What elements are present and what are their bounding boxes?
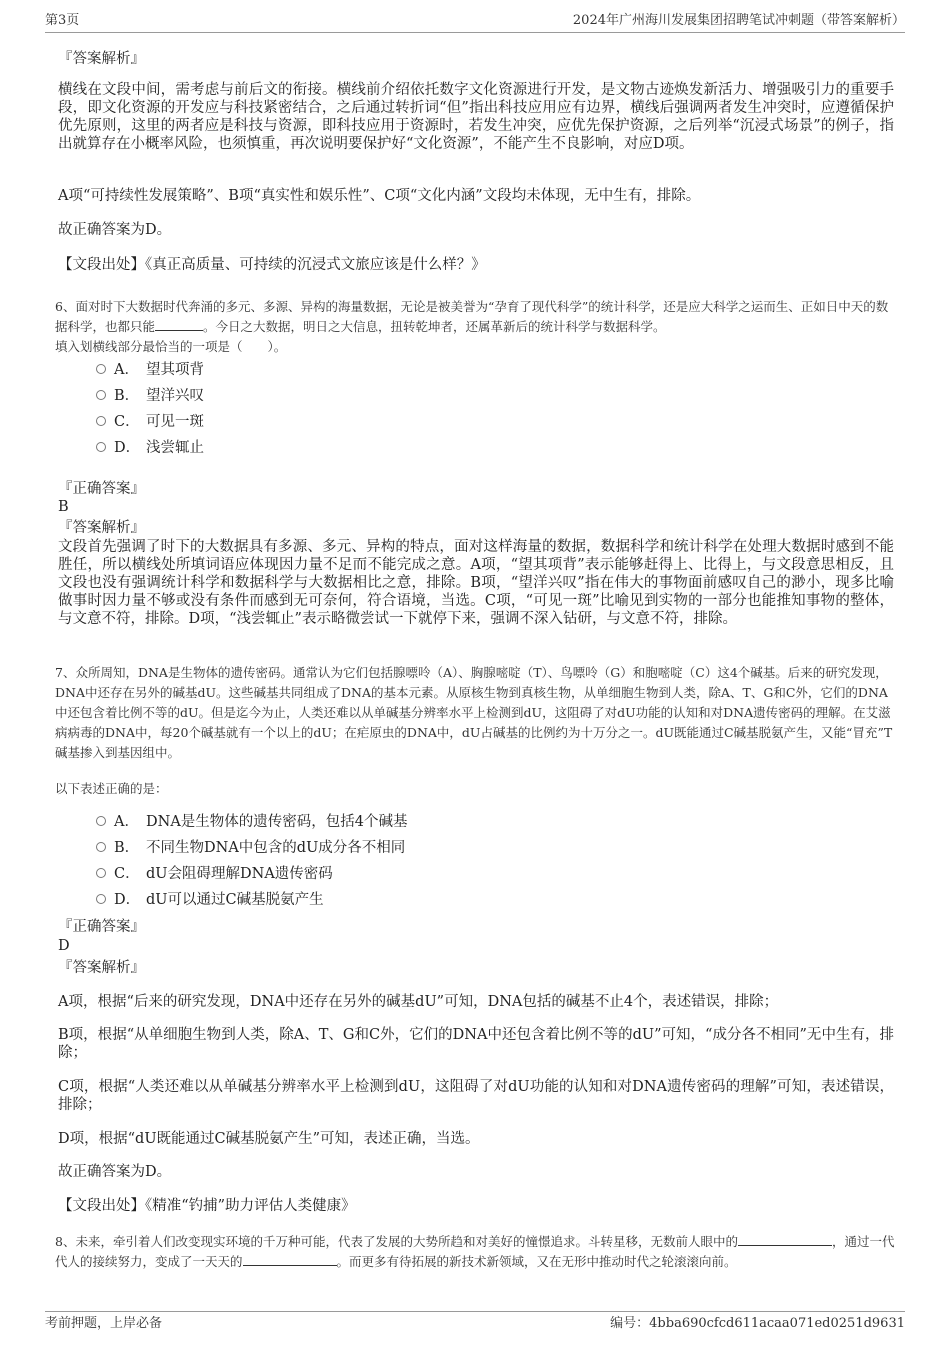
radio-icon[interactable] xyxy=(96,816,106,826)
q7-option-c[interactable]: C． dU会阻碍理解DNA遗传密码 xyxy=(96,865,333,883)
q6-blank xyxy=(155,318,203,331)
q8-stem xyxy=(55,1232,895,1272)
q8-stem-part1: 8、未来，牵引着人们改变现实环境的千万种可能，代表了发展的大势所趋和对美好的憧憬追求。斗转星移，无数前人眼中的 xyxy=(55,1234,738,1249)
q5-conclusion: 故正确答案为D。 xyxy=(58,222,172,238)
radio-icon[interactable] xyxy=(96,416,106,426)
radio-icon[interactable] xyxy=(96,364,106,374)
page-number: 第3页 xyxy=(45,13,80,28)
q8-blank-2 xyxy=(243,1253,337,1266)
q7-analysis-c: C项，根据“人类还难以从单碱基分辨率水平上检测到dU，这阻碍了对dU功能的认知和对DNA遗传密码的理解”可知，表述错误，排除； xyxy=(58,1079,894,1113)
radio-icon[interactable] xyxy=(96,442,106,452)
radio-icon[interactable] xyxy=(96,868,106,878)
q7-option-d[interactable]: D． dU可以通过C碱基脱氨产生 xyxy=(96,891,324,909)
q8-stem-part2: ，通过一代代人的接续努力，变成了一天天的 xyxy=(55,1234,895,1269)
q6-option-a[interactable]: A． 望其项背 xyxy=(96,361,204,379)
q5-source: 【文段出处】《真正高质量、可持续的沉浸式文旅应该是什么样？》 xyxy=(58,257,486,273)
q7-answer: D xyxy=(58,938,70,954)
q8-blank-1 xyxy=(738,1233,832,1246)
q7-analysis-b: B项，根据“从单细胞生物到人类，除A、T、G和C外，它们的DNA中还包含着比例不等的dU”可知，“成分各不相同”无中生有，排除； xyxy=(58,1027,894,1061)
q6-analysis-label: 『答案解析』 xyxy=(58,520,145,536)
q6-prompt: 填入划横线部分最恰当的一项是（ ）。 xyxy=(55,339,287,354)
radio-icon[interactable] xyxy=(96,390,106,400)
q7-analysis-label: 『答案解析』 xyxy=(58,960,145,976)
radio-icon[interactable] xyxy=(96,894,106,904)
page-footer xyxy=(45,1311,905,1334)
q7-source: 【文段出处】《精准“钓捕”助力评估人类健康》 xyxy=(58,1198,356,1214)
q6-option-d[interactable]: D． 浅尝辄止 xyxy=(96,439,204,457)
q7-conclusion: 故正确答案为D。 xyxy=(58,1164,172,1180)
q6-stem xyxy=(55,297,895,337)
q6-option-c[interactable]: C． 可见一斑 xyxy=(96,413,204,431)
q6-answer-label: 『正确答案』 xyxy=(58,481,145,497)
q5-analysis-label: 『答案解析』 xyxy=(58,51,145,67)
q7-answer-label: 『正确答案』 xyxy=(58,919,145,935)
q6-stem-part2: 。今日之大数据，明日之大信息，扭转乾坤者，还属革新后的统计科学与数据科学。 xyxy=(203,319,666,334)
q7-analysis-d: D项，根据“dU既能通过C碱基脱氨产生”可知，表述正确，当选。 xyxy=(58,1131,480,1147)
q5-analysis-paragraph: 横线在文段中间，需考虑与前后文的衔接。横线前介绍依托数字文化资源进行开发，是文物古迹焕发新活力、增强吸引力的重要手段，即文化资源的开发应与科技紧密结合，之后通过转折词“但”指出科技应用应有边界，横线后强调两者发生冲突时，应遵循保护优先原则，这里的两者应是科技与资源，即科技应用于资源时，若发生冲突，应优先保护资源，之后列举“沉浸式场景”的例子，指出就算存在小概率风险，也须慎重，再次说明要保护好“文化资源”，不能产生不良影响，对应D项。 xyxy=(58,82,894,152)
q6-answer: B xyxy=(58,499,69,515)
document-title: 2024年广州海川发展集团招聘笔试冲刺题（带答案解析） xyxy=(572,13,905,28)
footer-code: 编号：4bba690cfcd611acaa071ed0251d9631 xyxy=(610,1316,905,1331)
q7-prompt: 以下表述正确的是： xyxy=(55,781,168,796)
q7-option-a[interactable]: A． DNA是生物体的遗传密码，包括4个碱基 xyxy=(96,813,408,831)
page-header xyxy=(45,12,905,33)
q6-analysis: 文段首先强调了时下的大数据具有多源、多元、异构的特点，面对这样海量的数据，数据科学和统计科学在处理大数据时感到不能胜任，所以横线处所填词语应体现因力量不足而不能完成之意。A项，“望其项背”表示能够赶得上、比得上，与文段意思相反，且文段也没有强调统计科学和数据科学与大数据相比之意，排除。B项，“望洋兴叹”指在伟大的事物面前感叹自己的渺小，现多比喻做事时因力量不够或没有条件而感到无可奈何，符合语境，当选。C项，“可见一斑”比喻见到实物的一部分也能推知事物的整体，与文意不符，排除。D项，“浅尝辄止”表示略微尝试一下就停下来，强调不深入钻研，与文意不符，排除。 xyxy=(58,539,894,627)
q6-stem-part1: 6、面对时下大数据时代奔涌的多元、多源、异构的海量数据，无论是被美誉为“孕育了现代科学”的统计科学，还是应大科学之运而生、正如日中天的数据科学，也都只能 xyxy=(55,299,889,334)
footer-slogan: 考前押题，上岸必备 xyxy=(45,1316,163,1331)
q7-option-b[interactable]: B． 不同生物DNA中包含的dU成分各不相同 xyxy=(96,839,405,857)
q7-stem: 7、众所周知，DNA是生物体的遗传密码。通常认为它们包括腺嘌呤（A）、胸腺嘧啶（T）、鸟嘌呤（G）和胞嘧啶（C）这4个碱基。后来的研究发现，DNA中还存在另外的碱基dU。这些碱基共同组成了DNA的基本元素。从原核生物到真核生物，从单细胞生物到人类，除A、T、G和C外，它们的DNA中还包含着比例不等的dU。但是迄今为止，人类还难以从单碱基分辨率水平上检测到dU，这阻碍了对dU功能的认知和对DNA遗传密码的理解。在艾滋病病毒的DNA中，每20个碱基就有一个以上的dU；在疟原虫的DNA中，dU占碱基的比例约为十万分之一。dU既能通过C碱基脱氨产生，又能“冒充”T碱基掺入到基因组中。 xyxy=(55,665,893,760)
q5-analysis-options: A项“可持续性发展策略”、B项“真实性和娱乐性”、C项“文化内涵”文段均未体现，无中生有，排除。 xyxy=(58,188,701,204)
q6-option-b[interactable]: B． 望洋兴叹 xyxy=(96,387,204,405)
radio-icon[interactable] xyxy=(96,842,106,852)
q7-analysis-a: A项，根据“后来的研究发现，DNA中还存在另外的碱基dU”可知，DNA包括的碱基不止4个，表述错误，排除； xyxy=(58,994,779,1010)
q8-stem-part3: 。而更多有待拓展的新技术新领域，又在无形中推动时代之轮滚滚向前。 xyxy=(336,1254,737,1269)
